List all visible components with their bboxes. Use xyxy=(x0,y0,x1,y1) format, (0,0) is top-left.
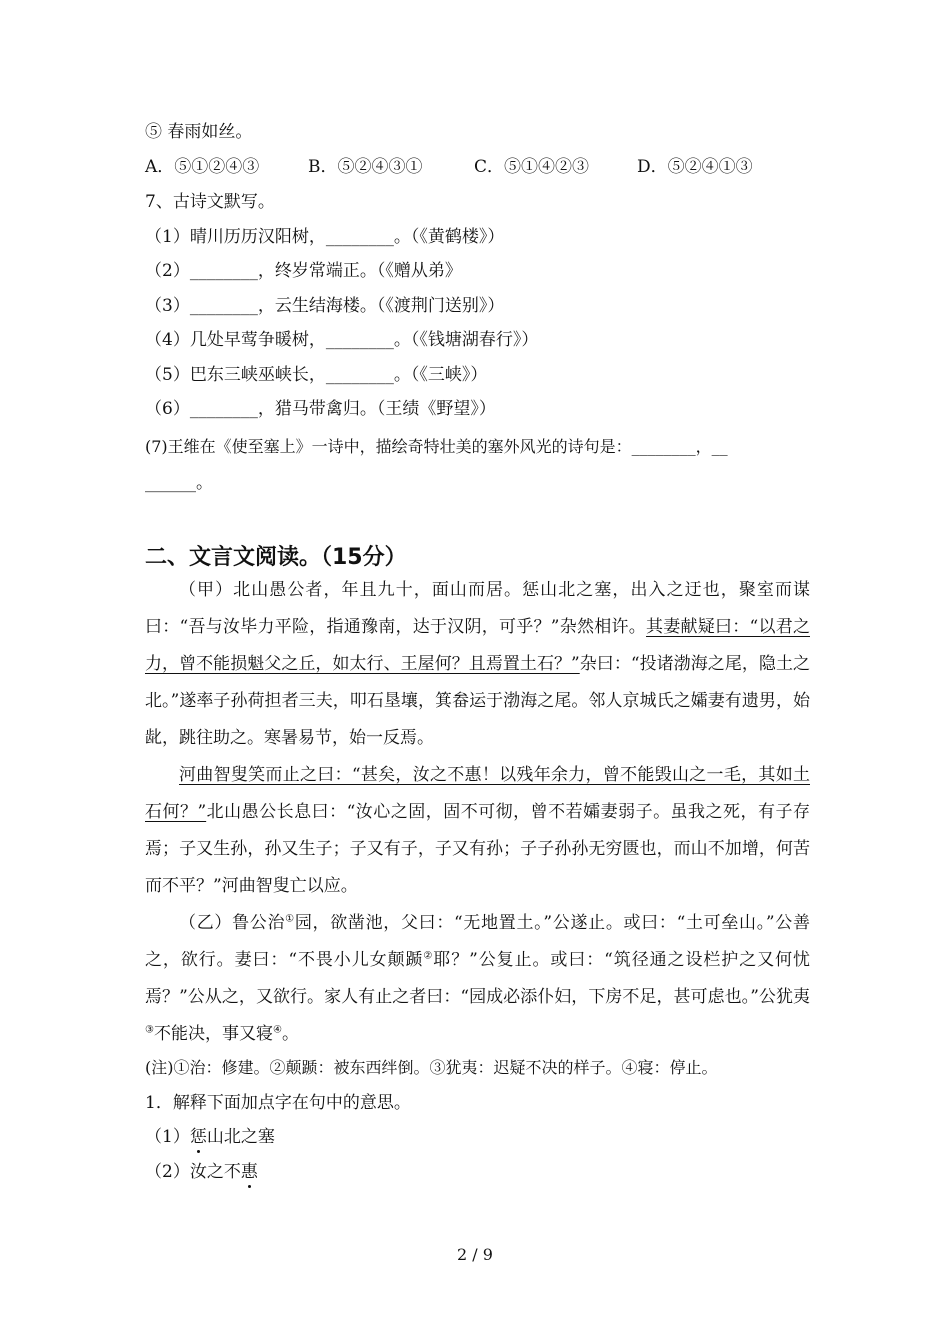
p1-underlined: 其妻献疑曰：“以君之力，曾不能损魁父之丘，如太行、王屋何？且焉置土石？” xyxy=(145,617,810,674)
q1-2-prefix: （2）汝之不 xyxy=(145,1162,241,1182)
p3-text-d: 不能决，事又寝 xyxy=(153,1024,273,1044)
q7-item-1: （1）晴川历历汉阳树，________。（《黄鹤楼》） xyxy=(145,227,505,247)
q7-item-5: （5）巴东三峡巫峡长，________。（《三峡》） xyxy=(145,365,488,385)
annotation-note: (注)①治：修建。②颠踬：被东西绊倒。③犹夷：迟疑不决的样子。④寝：停止。 xyxy=(145,1058,718,1077)
note-ref-1: ① xyxy=(285,913,295,925)
p1-text-b: 杂曰：“投诸渤海之尾，隐土之北。”遂率子孙荷担者三夫，叩石垦壤，箕畚运于渤海之尾。邻人京城氏之孀妻有遗男，始龀，跳往助之。寒暑易节，始一反焉。 xyxy=(145,654,810,748)
page-number: 2 / 9 xyxy=(457,1245,493,1264)
q7-item-4: （4）几处早莺争暖树，________。（《钱塘湖春行》） xyxy=(145,330,539,350)
passage-jia-p2 xyxy=(145,757,810,905)
p3-text-a: （乙）鲁公治 xyxy=(179,913,286,933)
option-a: A．⑤①②④③ xyxy=(145,157,260,177)
note-ref-2: ② xyxy=(423,950,434,962)
q6-options xyxy=(145,157,753,177)
dotted-char: 惠 xyxy=(240,1162,258,1182)
p1-text-a: （甲）北山愚公者，年且九十，面山而居。惩山北之塞，出入之迂也，聚室而谋曰：“吾与汝毕力平险，指通豫南，达于汉阴，可乎？”杂然相许。 xyxy=(145,580,810,637)
q7-item-7-line2: ______。 xyxy=(145,473,213,493)
q6-item5: ⑤ 春雨如丝。 xyxy=(145,122,253,142)
p3-text-c: 耶？”公复止。或曰：“筑径通之设栏护之又何忧焉？”公从之，又欲行。家人有止之者曰：“园成必添仆妇，下房不足，甚可虑也。”公犹夷 xyxy=(145,950,810,1007)
q1-1-prefix: （1） xyxy=(145,1127,190,1147)
note-ref-4: ④ xyxy=(272,1024,282,1036)
q7-item-6: （6）________，猎马带禽归。（王绩《野望》） xyxy=(145,399,496,419)
p2-underlined: 河曲智叟笑而止之曰：“甚矣，汝之不惠！以残年余力，曾不能毁山之一毛，其如土石何？” xyxy=(145,765,810,822)
option-d: D．⑤②④①③ xyxy=(637,157,753,177)
q7-item-7-line1: (7)王维在《使至塞上》一诗中，描绘奇特壮美的塞外风光的诗句是：________，__ xyxy=(145,437,728,456)
q7-item-2: （2）________，终岁常端正。（《赠从弟》 xyxy=(145,261,462,281)
note-ref-3: ③ xyxy=(145,1024,154,1036)
option-c: C．⑤①④②③ xyxy=(474,157,590,177)
q1-title: 1．解释下面加点字在句中的意思。 xyxy=(145,1093,411,1113)
q1-item-2 xyxy=(145,1162,258,1182)
passage-jia-p1 xyxy=(145,572,810,757)
q1-1-suffix: 山北之塞 xyxy=(206,1127,275,1147)
q7-title: 7、古诗文默写。 xyxy=(145,192,275,212)
p3-text-e: 。 xyxy=(281,1024,299,1044)
section-heading: 二、文言文阅读。（15分） xyxy=(145,545,407,570)
p3-text-b: 园，欲凿池，父曰：“无地置土。”公遂止。或曰：“土可垒山。”公善之，欲行。妻曰：“不畏小儿女颠踬 xyxy=(145,913,811,970)
p2-text-b: 北山愚公长息曰：“汝心之固，固不可彻，曾不若孀妻弱子。虽我之死，有子存焉；子又生孙，孙又生子；子又有子，子又有孙；子子孙孙无穷匮也，而山不加增，何苦而不平？”河曲智叟亡以应。 xyxy=(145,802,810,896)
q1-item-1 xyxy=(145,1127,275,1147)
option-b: B．⑤②④③① xyxy=(308,157,423,177)
q7-item-3: （3）________，云生结海楼。（《渡荆门送别》） xyxy=(145,296,505,316)
dotted-char: 惩 xyxy=(189,1127,207,1147)
passage-yi xyxy=(145,905,810,1053)
